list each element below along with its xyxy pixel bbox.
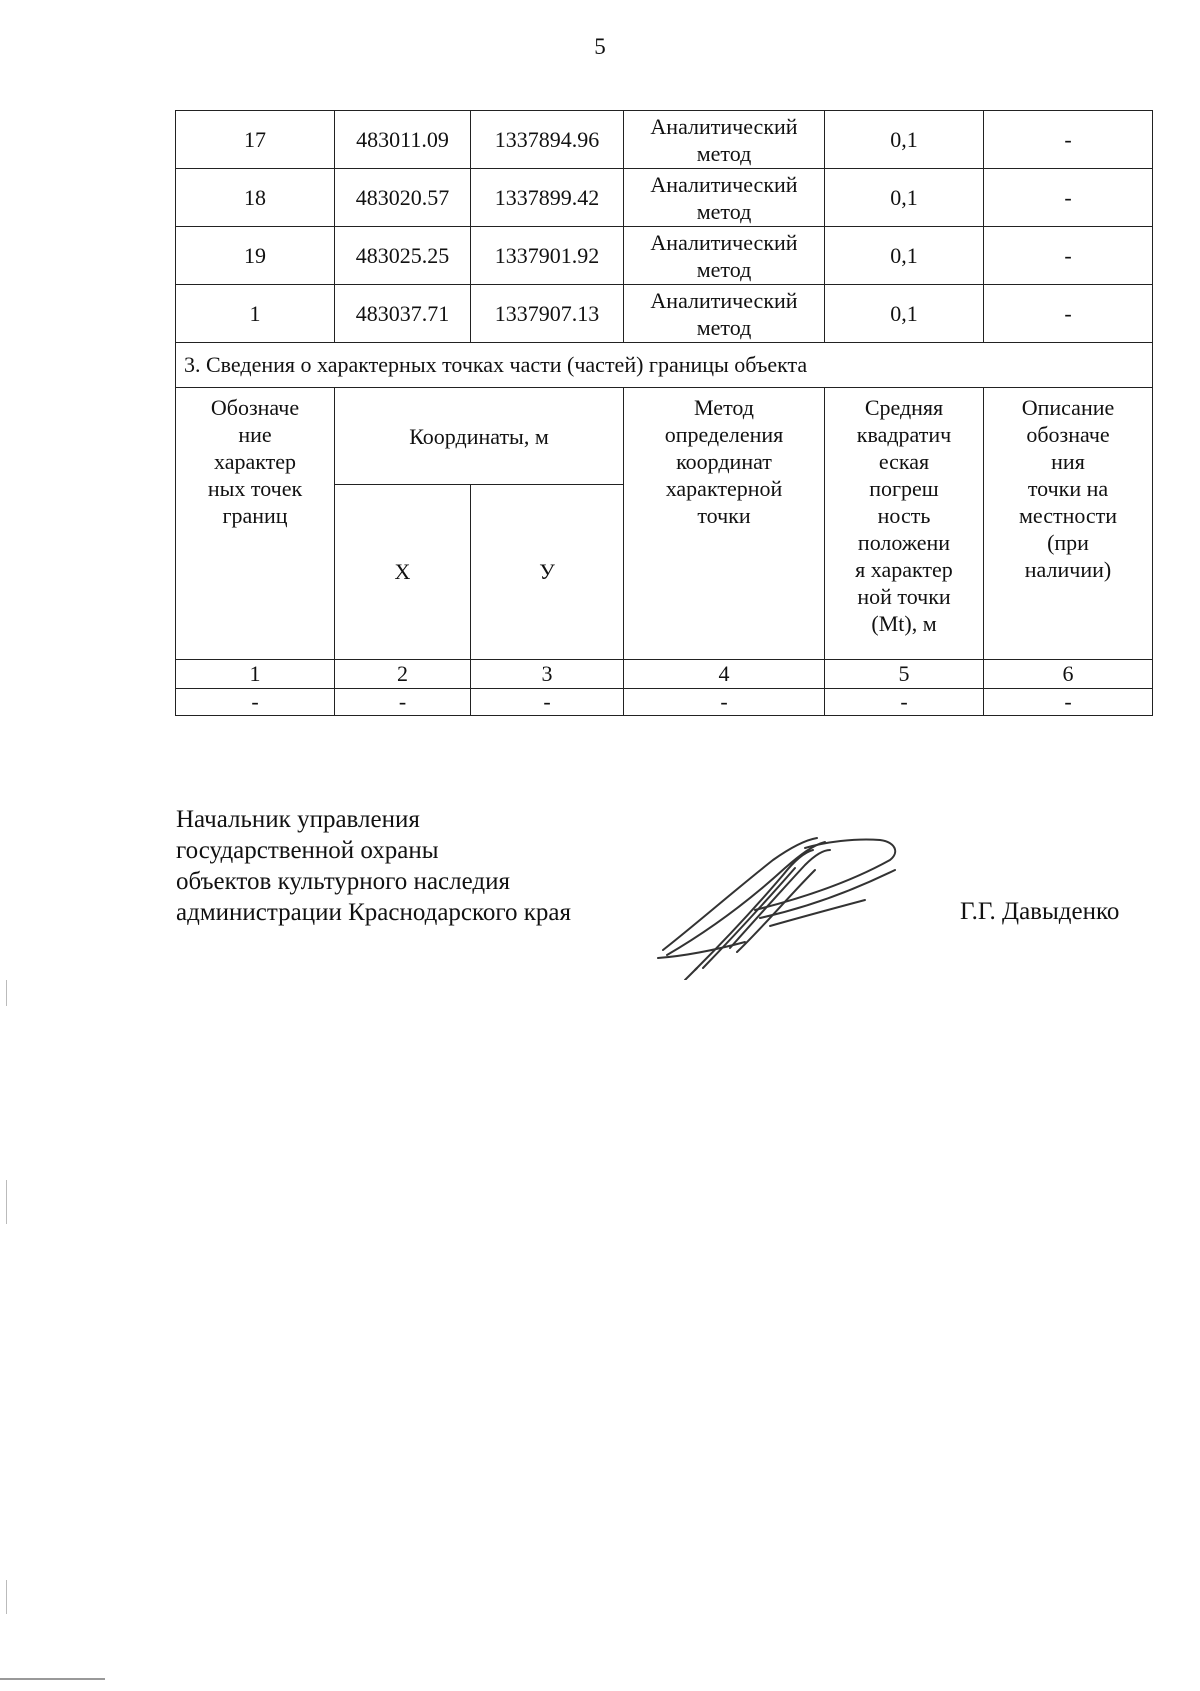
description: - — [984, 111, 1153, 169]
column-number: 3 — [471, 660, 624, 689]
header-text: положени — [857, 530, 951, 555]
page-number: 5 — [594, 34, 606, 59]
method-text: метод — [696, 140, 752, 166]
coord-y: 1337899.42 — [471, 169, 624, 227]
header-x: Х — [335, 485, 471, 660]
method-cell — [624, 285, 825, 343]
header-text: еская — [878, 449, 930, 474]
header-text: точки на — [1027, 476, 1109, 501]
column-number-row — [176, 660, 1153, 689]
table-row — [176, 169, 1153, 227]
accuracy: 0,1 — [825, 111, 984, 169]
header-text: точки — [697, 503, 751, 528]
description: - — [984, 169, 1153, 227]
column-number: 4 — [624, 660, 825, 689]
empty-cell: - — [471, 689, 624, 716]
method-cell — [624, 111, 825, 169]
point-number: 1 — [176, 285, 335, 343]
coord-y: 1337907.13 — [471, 285, 624, 343]
header-coordinates: Координаты, м — [335, 388, 624, 485]
column-number: 2 — [335, 660, 471, 689]
coord-y: 1337894.96 — [471, 111, 624, 169]
header-point-designation — [176, 388, 335, 660]
header-text: ние — [238, 422, 272, 447]
header-text: Средняя — [864, 395, 944, 420]
method-text: Аналитический — [650, 287, 798, 313]
signatory-title — [176, 804, 571, 928]
empty-cell: - — [984, 689, 1153, 716]
header-text: характерной — [665, 476, 783, 501]
header-text: ния — [1051, 449, 1085, 474]
header-text: границ — [222, 503, 288, 528]
empty-cell: - — [335, 689, 471, 716]
method-text: метод — [696, 198, 752, 224]
header-description — [984, 388, 1153, 660]
signatory-line: объектов культурного наследия — [176, 868, 510, 895]
method-text: метод — [696, 256, 752, 282]
coord-x: 483025.25 — [335, 227, 471, 285]
signatory-line: государственной охраны — [176, 837, 439, 864]
table-row — [176, 689, 1153, 716]
method-cell — [624, 169, 825, 227]
header-text: ных точек — [207, 476, 303, 501]
header-text: (при — [1047, 530, 1089, 555]
accuracy: 0,1 — [825, 169, 984, 227]
method-text: Аналитический — [650, 229, 798, 255]
method-text: Аналитический — [650, 171, 798, 197]
empty-cell: - — [624, 689, 825, 716]
header-text: ной точки — [857, 584, 951, 609]
scan-mark — [6, 1580, 7, 1614]
header-text: характер — [213, 449, 297, 474]
header-accuracy — [825, 388, 984, 660]
description: - — [984, 285, 1153, 343]
coord-y: 1337901.92 — [471, 227, 624, 285]
header-y: У — [471, 485, 624, 660]
signatory-line: Начальник управления — [176, 806, 420, 833]
empty-cell: - — [825, 689, 984, 716]
header-text: обозначе — [1026, 422, 1110, 447]
coord-x: 483011.09 — [335, 111, 471, 169]
header-method — [624, 388, 825, 660]
header-text: Обозначе — [210, 395, 300, 420]
scan-mark — [6, 1180, 7, 1224]
coordinates-table — [175, 110, 1153, 716]
column-number: 6 — [984, 660, 1153, 689]
table-row — [176, 285, 1153, 343]
table-row — [176, 227, 1153, 285]
header-text: ность — [877, 503, 931, 528]
scan-mark — [6, 980, 7, 1006]
signatory-line: администрации Краснодарского края — [176, 899, 572, 926]
header-text: Метод — [694, 395, 754, 420]
method-text: метод — [696, 314, 752, 340]
method-cell — [624, 227, 825, 285]
column-number: 1 — [176, 660, 335, 689]
handwritten-signature — [655, 830, 905, 980]
method-text: Аналитический — [650, 113, 798, 139]
point-number: 18 — [176, 169, 335, 227]
description: - — [984, 227, 1153, 285]
section-title: 3. Сведения о характерных точках части (частей) границы объекта — [176, 343, 1153, 388]
table-row — [176, 111, 1153, 169]
section-title-row — [176, 343, 1153, 388]
header-text: (Mt), м — [871, 611, 937, 636]
header-text: наличии) — [1024, 557, 1112, 582]
header-text: координат — [676, 449, 772, 474]
accuracy: 0,1 — [825, 285, 984, 343]
header-text: квадратич — [856, 422, 952, 447]
header-text: Описание — [1021, 395, 1115, 420]
point-number: 17 — [176, 111, 335, 169]
header-text: определения — [664, 422, 784, 447]
header-text: местности — [1018, 503, 1118, 528]
coord-x: 483020.57 — [335, 169, 471, 227]
column-number: 5 — [825, 660, 984, 689]
accuracy: 0,1 — [825, 227, 984, 285]
empty-cell: - — [176, 689, 335, 716]
signer-name: Г.Г. Давыденко — [960, 898, 1120, 925]
header-row — [176, 388, 1153, 485]
point-number: 19 — [176, 227, 335, 285]
header-text: погреш — [869, 476, 939, 501]
coord-x: 483037.71 — [335, 285, 471, 343]
scan-mark — [0, 1678, 105, 1680]
header-text: я характер — [855, 557, 953, 582]
